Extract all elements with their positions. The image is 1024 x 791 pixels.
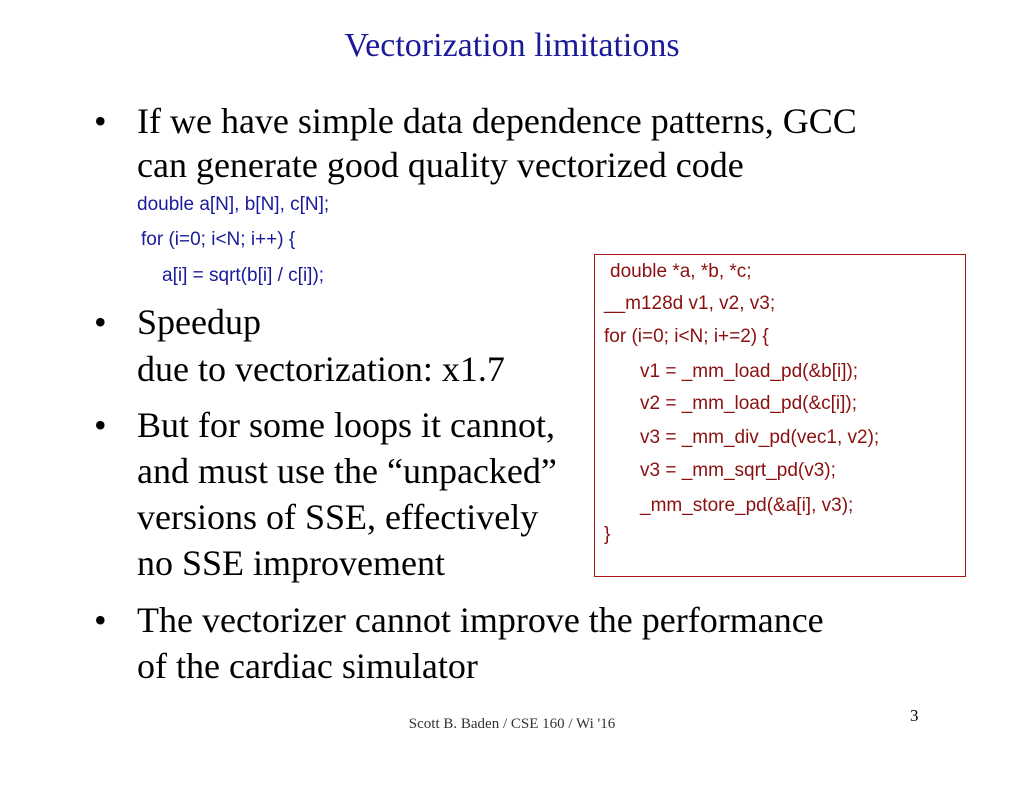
bullet-4-line-2: of the cardiac simulator xyxy=(137,646,478,686)
scalar-code-line-1: double a[N], b[N], c[N]; xyxy=(137,194,330,215)
bullet-1-line-1: If we have simple data dependence patterns, GCC xyxy=(137,101,857,141)
slide-footer: Scott B. Baden / CSE 160 / Wi '16 xyxy=(408,716,616,732)
bullet-marker: • xyxy=(94,302,107,342)
sse-code-line-9: } xyxy=(604,524,611,545)
sse-code-line-4: v1 = _mm_load_pd(&b[i]); xyxy=(640,361,859,382)
scalar-code-line-3: a[i] = sqrt(b[i] / c[i]); xyxy=(162,265,325,286)
sse-code-line-8: _mm_store_pd(&a[i], v3); xyxy=(640,495,854,516)
bullet-2-line-2: due to vectorization: x1.7 xyxy=(137,349,505,389)
bullet-3-line-3: versions of SSE, effectively xyxy=(137,497,539,537)
sse-code-line-1: double *a, *b, *c; xyxy=(610,261,752,282)
slide-title: Vectorization limitations xyxy=(344,27,680,64)
bullet-2-line-1: Speedup xyxy=(137,302,261,342)
page-number: 3 xyxy=(910,706,919,725)
bullet-1-line-2: can generate good quality vectorized code xyxy=(137,145,744,185)
bullet-3-line-2: and must use the “unpacked” xyxy=(137,451,557,491)
sse-code-line-6: v3 = _mm_div_pd(vec1, v2); xyxy=(640,427,880,448)
sse-code-line-3: for (i=0; i<N; i+=2) { xyxy=(604,326,769,347)
bullet-4-line-1: The vectorizer cannot improve the performance xyxy=(137,600,824,640)
bullet-3-line-1: But for some loops it cannot, xyxy=(137,405,555,445)
bullet-marker: • xyxy=(94,405,107,445)
sse-code-line-7: v3 = _mm_sqrt_pd(v3); xyxy=(640,460,836,481)
sse-code-line-5: v2 = _mm_load_pd(&c[i]); xyxy=(640,393,858,414)
sse-code-line-2: __m128d v1, v2, v3; xyxy=(604,293,776,314)
bullet-3-line-4: no SSE improvement xyxy=(137,543,445,583)
scalar-code-line-2: for (i=0; i<N; i++) { xyxy=(141,229,296,250)
bullet-marker: • xyxy=(94,600,107,640)
bullet-marker: • xyxy=(94,101,107,141)
